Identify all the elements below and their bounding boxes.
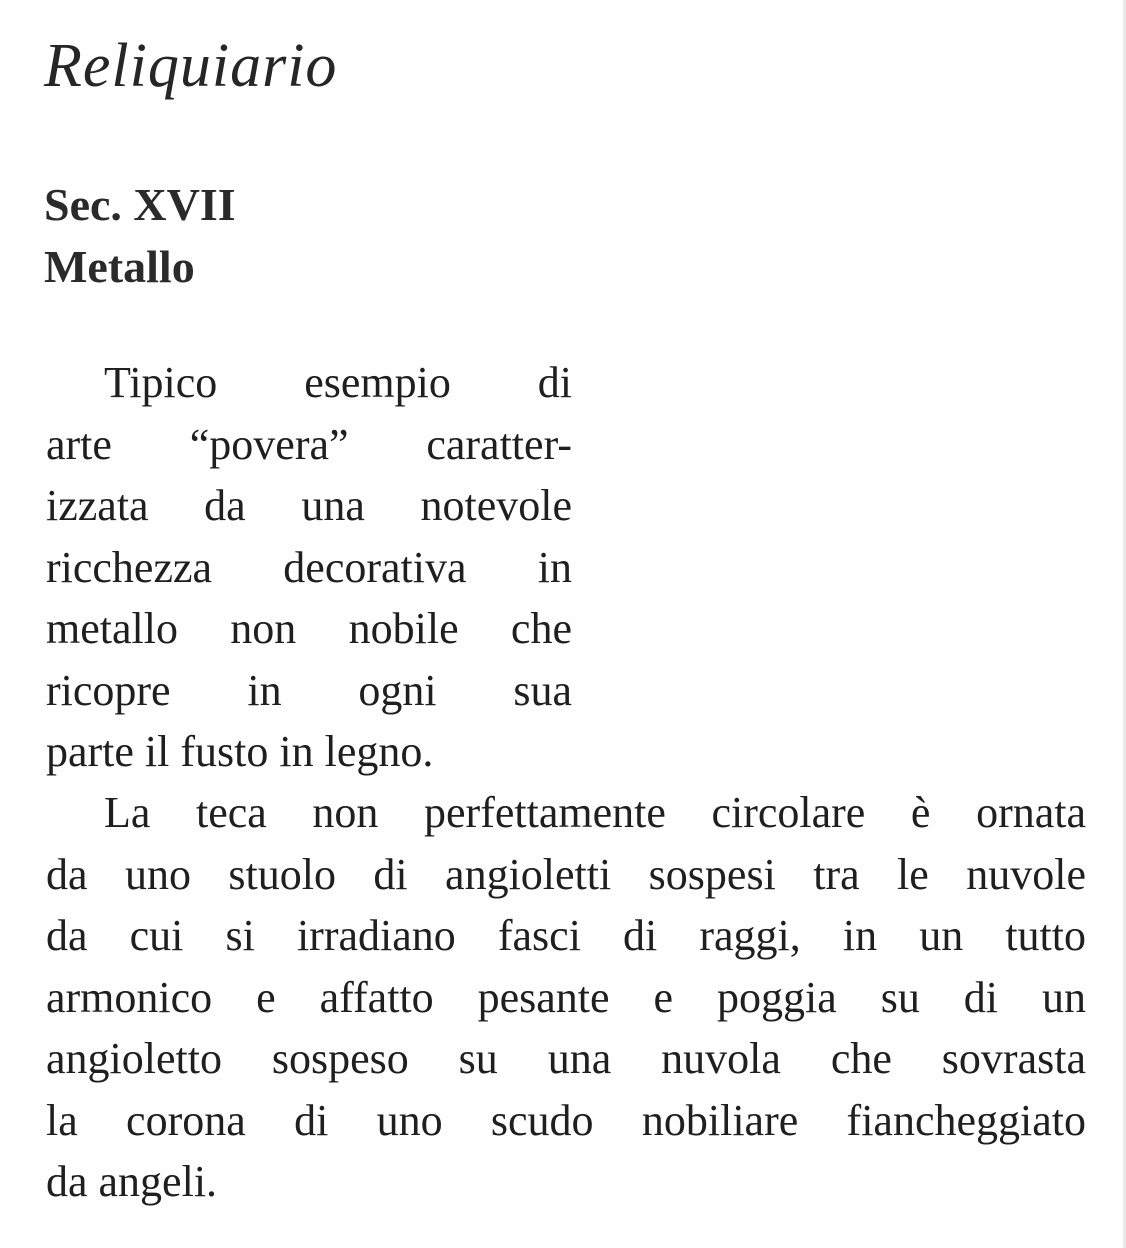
document-title: Reliquiario <box>44 32 338 100</box>
artwork-meta <box>44 174 236 298</box>
text-line: parte il fusto in legno. <box>46 727 434 776</box>
text-line: metallo non nobile che <box>46 604 572 653</box>
description-paragraph-1 <box>46 352 572 783</box>
text-line: izzata da una notevole <box>46 481 572 530</box>
century-label: Sec. XVII <box>44 179 236 230</box>
text-line: armonico e affatto pesante e poggia su di un <box>46 972 1086 1022</box>
text-line: da angeli. <box>46 1157 218 1206</box>
material-label: Metallo <box>44 241 195 292</box>
text-line: la corona di uno scudo nobiliare fiancheggiato <box>46 1095 1086 1145</box>
text-line: ricchezza decorativa in <box>46 542 572 592</box>
text-line: Tipico esempio di <box>104 358 572 407</box>
text-line: angioletto sospeso su una nuvola che sovrasta <box>46 1034 1086 1083</box>
text-line: da uno stuolo di angioletti sospesi tra le nuvole <box>46 849 1086 899</box>
text-line: da cui si irradiano fasci di raggi, in un tutto <box>46 911 1086 960</box>
text-line: arte “povera” caratter- <box>46 419 572 469</box>
text-line: ricopre in ogni sua <box>46 665 572 715</box>
description-paragraph-2 <box>46 782 1086 1213</box>
text-line: La teca non perfettamente circolare è ornata <box>104 788 1086 837</box>
